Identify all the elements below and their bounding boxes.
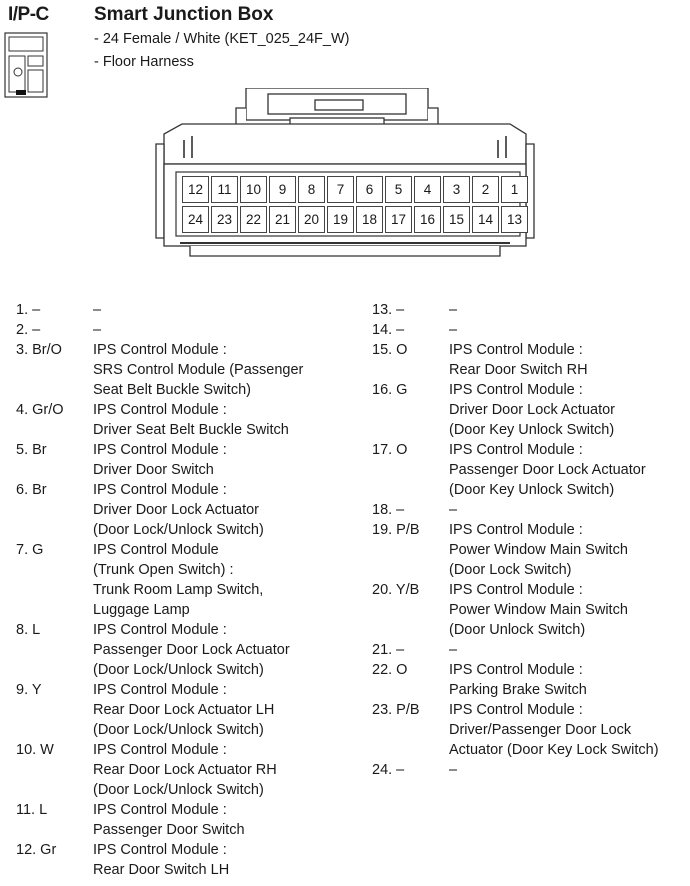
pin-number: 18. –: [372, 502, 405, 518]
cavity-8: 8: [298, 176, 325, 203]
pin-description-line: IPS Control Module :: [93, 742, 227, 758]
pin-description-line: Driver Door Lock Actuator: [449, 402, 616, 418]
pin-number: 8. L: [16, 622, 41, 638]
pin-description-line: Power Window Main Switch: [449, 602, 628, 618]
pin-description-line: Rear Door Lock Actuator LH: [93, 702, 275, 718]
pin-description: [449, 300, 687, 320]
pin-number: 1. –: [16, 302, 41, 318]
pin-row: [372, 320, 687, 340]
cavity-18: 18: [356, 206, 383, 233]
pin-description-line: IPS Control Module :: [449, 442, 583, 458]
cavity-14: 14: [472, 206, 499, 233]
pin-number: 17. O: [372, 442, 408, 458]
pin-description-line: –: [449, 502, 458, 518]
pin-number: 14. –: [372, 322, 405, 338]
pin-description: [93, 400, 346, 440]
pin-number: 7. G: [16, 542, 44, 558]
pin-list-left: [16, 300, 346, 880]
pin-row: [16, 300, 346, 320]
pin-number: 11. L: [16, 802, 48, 818]
connector-type: - 24 Female / White (KET_025_24F_W): [94, 31, 350, 47]
pin-row: [16, 800, 346, 840]
pin-description-line: Passenger Door Switch: [93, 822, 245, 838]
cavity-5: 5: [385, 176, 412, 203]
cavity-24: 24: [182, 206, 209, 233]
pin-number: 6. Br: [16, 482, 47, 498]
cavity-19: 19: [327, 206, 354, 233]
pin-description-line: Rear Door Switch RH: [449, 362, 588, 378]
pin-description-line: –: [449, 642, 458, 658]
pin-description: [449, 520, 687, 580]
pin-description: [93, 480, 346, 540]
pin-row: [16, 440, 346, 480]
pin-description-line: Trunk Room Lamp Switch,: [93, 582, 264, 598]
pin-description: [93, 300, 346, 320]
pin-description-line: (Door Key Unlock Switch): [449, 422, 615, 438]
pin-description-line: (Trunk Open Switch) :: [93, 562, 234, 578]
pin-description: [93, 340, 346, 400]
pin-description-line: IPS Control Module :: [93, 622, 227, 638]
cavity-10: 10: [240, 176, 267, 203]
pin-description-line: IPS Control Module :: [449, 382, 583, 398]
pin-number: 22. O: [372, 662, 408, 678]
pin-number: 21. –: [372, 642, 405, 658]
pin-description-line: IPS Control Module :: [93, 482, 227, 498]
pin-number: 9. Y: [16, 682, 42, 698]
pin-number: 12. Gr: [16, 842, 57, 858]
pin-description: [449, 660, 687, 700]
pin-description-line: (Door Lock/Unlock Switch): [93, 522, 264, 538]
pin-number: 19. P/B: [372, 522, 420, 538]
pin-description: [449, 700, 687, 760]
pin-description-line: Passenger Door Lock Actuator: [93, 642, 290, 658]
pin-row: [372, 440, 687, 500]
pin-row: [16, 480, 346, 540]
pin-description: [449, 580, 687, 640]
pin-description: [93, 440, 346, 480]
pin-description-line: –: [449, 302, 458, 318]
pin-description: [93, 540, 346, 620]
pin-description-line: (Door Lock/Unlock Switch): [93, 722, 264, 738]
pin-description-line: SRS Control Module (Passenger: [93, 362, 304, 378]
pin-row: [16, 540, 346, 620]
pin-row: [16, 320, 346, 340]
pin-row: [372, 580, 687, 640]
pin-description: [93, 840, 346, 880]
pin-number: 16. G: [372, 382, 408, 398]
pin-list-right: [372, 300, 687, 780]
pin-row: [16, 620, 346, 680]
pin-description-line: IPS Control Module :: [93, 842, 227, 858]
pin-number: 5. Br: [16, 442, 47, 458]
pin-description-line: (Door Key Unlock Switch): [449, 482, 615, 498]
pin-description-line: IPS Control Module: [93, 542, 219, 558]
pin-description: [449, 760, 687, 780]
cavity-22: 22: [240, 206, 267, 233]
pin-description: [449, 340, 687, 380]
pin-description-line: Seat Belt Buckle Switch): [93, 382, 251, 398]
pin-description: [93, 680, 346, 740]
pin-description-line: (Door Lock Switch): [449, 562, 572, 578]
cavity-12: 12: [182, 176, 209, 203]
pin-description-line: Driver/Passenger Door Lock: [449, 722, 632, 738]
pin-description: [449, 380, 687, 440]
pin-row: [372, 640, 687, 660]
pin-row: [372, 340, 687, 380]
connector-title: Smart Junction Box: [94, 4, 274, 25]
cavity-21: 21: [269, 206, 296, 233]
cavity-9: 9: [269, 176, 296, 203]
pin-number: 4. Gr/O: [16, 402, 64, 418]
pin-number: 3. Br/O: [16, 342, 62, 358]
pin-number: 23. P/B: [372, 702, 420, 718]
pin-description-line: Driver Door Switch: [93, 462, 214, 478]
pin-description-line: (Door Unlock Switch): [449, 622, 586, 638]
pin-description-line: –: [93, 322, 102, 338]
pin-description-line: IPS Control Module :: [93, 342, 227, 358]
pin-row: [372, 700, 687, 760]
cavity-13: 13: [501, 206, 528, 233]
connector-code: I/P-C: [8, 4, 49, 25]
pin-description-line: Luggage Lamp: [93, 602, 190, 618]
pin-description-line: Parking Brake Switch: [449, 682, 587, 698]
pin-description-line: IPS Control Module :: [93, 802, 227, 818]
pin-description-line: –: [449, 762, 458, 778]
cavity-3: 3: [443, 176, 470, 203]
pin-description: [93, 320, 346, 340]
cavity-6: 6: [356, 176, 383, 203]
pin-description-line: IPS Control Module :: [449, 342, 583, 358]
cavity-20: 20: [298, 206, 325, 233]
pin-number: 13. –: [372, 302, 405, 318]
pin-description-line: Power Window Main Switch: [449, 542, 628, 558]
pin-description-line: IPS Control Module :: [449, 702, 583, 718]
pin-description-line: –: [93, 302, 102, 318]
pin-number: 15. O: [372, 342, 408, 358]
pin-description-line: IPS Control Module :: [93, 442, 227, 458]
pin-number: 24. –: [372, 762, 405, 778]
location-thumbnail: [4, 32, 48, 98]
pin-description: [93, 620, 346, 680]
pin-row: [372, 300, 687, 320]
cavity-2: 2: [472, 176, 499, 203]
connector-face: [150, 88, 540, 258]
pin-description-line: Passenger Door Lock Actuator: [449, 462, 646, 478]
pin-description: [93, 740, 346, 800]
cavity-16: 16: [414, 206, 441, 233]
pin-description: [449, 640, 687, 660]
pin-number: 10. W: [16, 742, 54, 758]
pin-row: [16, 840, 346, 880]
pin-number: 20. Y/B: [372, 582, 420, 598]
pin-description-line: (Door Lock/Unlock Switch): [93, 662, 264, 678]
cavity-4: 4: [414, 176, 441, 203]
pin-description-line: Rear Door Lock Actuator RH: [93, 762, 277, 778]
cavity-23: 23: [211, 206, 238, 233]
pin-description-line: (Door Lock/Unlock Switch): [93, 782, 264, 798]
pin-description-line: IPS Control Module :: [449, 662, 583, 678]
pin-description-line: IPS Control Module :: [93, 402, 227, 418]
cavity-15: 15: [443, 206, 470, 233]
pin-description-line: IPS Control Module :: [449, 522, 583, 538]
pin-row: [16, 680, 346, 740]
pin-description-line: IPS Control Module :: [93, 682, 227, 698]
pin-description: [449, 500, 687, 520]
pin-row: [16, 740, 346, 800]
pin-row: [372, 380, 687, 440]
pin-description: [93, 800, 346, 840]
pin-description-line: Actuator (Door Key Lock Switch): [449, 742, 659, 758]
cavity-1: 1: [501, 176, 528, 203]
pin-row: [372, 760, 687, 780]
cavity-7: 7: [327, 176, 354, 203]
pin-description-line: –: [449, 322, 458, 338]
pin-description-line: IPS Control Module :: [449, 582, 583, 598]
cavity-11: 11: [211, 176, 238, 203]
pin-description-line: Rear Door Switch LH: [93, 862, 230, 878]
pin-description-line: Driver Door Lock Actuator: [93, 502, 260, 518]
pin-row: [16, 340, 346, 400]
cavity-17: 17: [385, 206, 412, 233]
pin-row: [372, 660, 687, 700]
harness-name: - Floor Harness: [94, 54, 194, 70]
pin-description-line: Driver Seat Belt Buckle Switch: [93, 422, 289, 438]
pin-row: [372, 520, 687, 580]
pin-row: [16, 400, 346, 440]
pin-description: [449, 320, 687, 340]
pin-row: [372, 500, 687, 520]
pin-number: 2. –: [16, 322, 41, 338]
pin-description: [449, 440, 687, 500]
